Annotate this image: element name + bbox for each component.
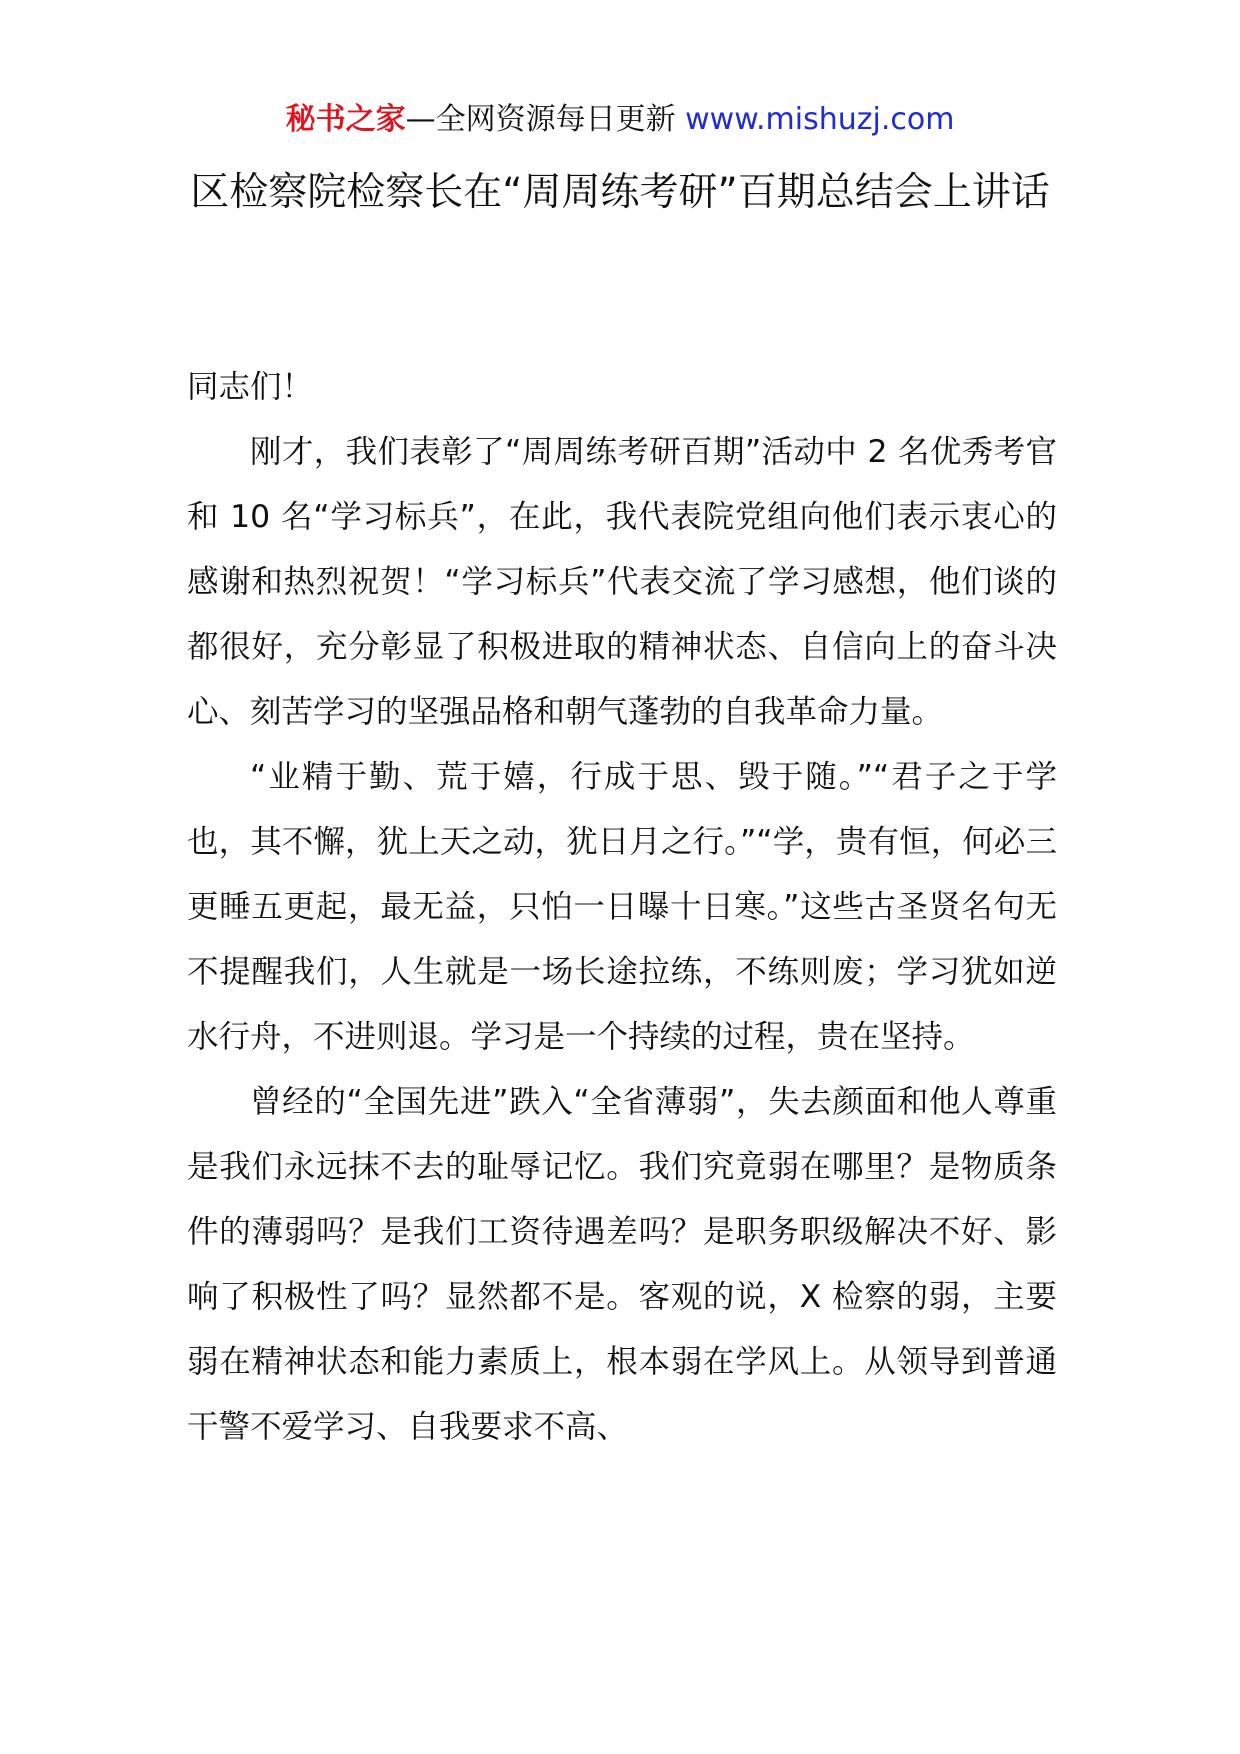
paragraph: “业精于勤、荒于嬉，行成于思、毁于随。”“君子之于学也，其不懈，犹上天之动，犹日月之行。”“学，贵有恒，何必三更睡五更起，最无益，只怕一日曝十日寒。”这些古圣贤名句无不提醒我们，人生就是一场长途拉练，不练则废；学习犹如逆水行舟，不进则退。学习是一个持续的过程，贵在坚持。: [187, 759, 1057, 1055]
paragraph: 刚才，我们表彰了“周周练考研百期”活动中 2 名优秀考官和 10 名“学习标兵”，在此，我代表院党组向他们表示衷心的感谢和热烈祝贺！“学习标兵”代表交流了学习感想，他们谈的都很好，充分彰显了积极进取的精神状态、自信向上的奋斗决心、刻苦学习的坚强品格和朝气蓬勃的自我革命力量。: [187, 434, 1057, 730]
banner-tagline: —全网资源每日更新: [405, 102, 686, 137]
brand-name: 秘书之家: [285, 102, 406, 137]
site-url: www.mishuzj.com: [685, 102, 955, 137]
site-banner: [0, 98, 1240, 142]
document-title: 区检察院检察长在“周周练考研”百期总结会上讲话: [190, 170, 1050, 215]
paragraph: 曾经的“全国先进”跌入“全省薄弱”，失去颜面和他人尊重是我们永远抹不去的耻辱记忆。我们究竟弱在哪里？是物质条件的薄弱吗？是我们工资待遇差吗？是职务职级解决不好、影响了积极性了吗？显然都不是。客观的说，X 检察的弱，主要弱在精神状态和能力素质上，根本弱在学风上。从领导到普通干警不爱学习、自我要求不高、: [187, 1084, 1057, 1445]
salutation: 同志们！: [187, 369, 314, 405]
document-body: [187, 355, 1057, 1460]
